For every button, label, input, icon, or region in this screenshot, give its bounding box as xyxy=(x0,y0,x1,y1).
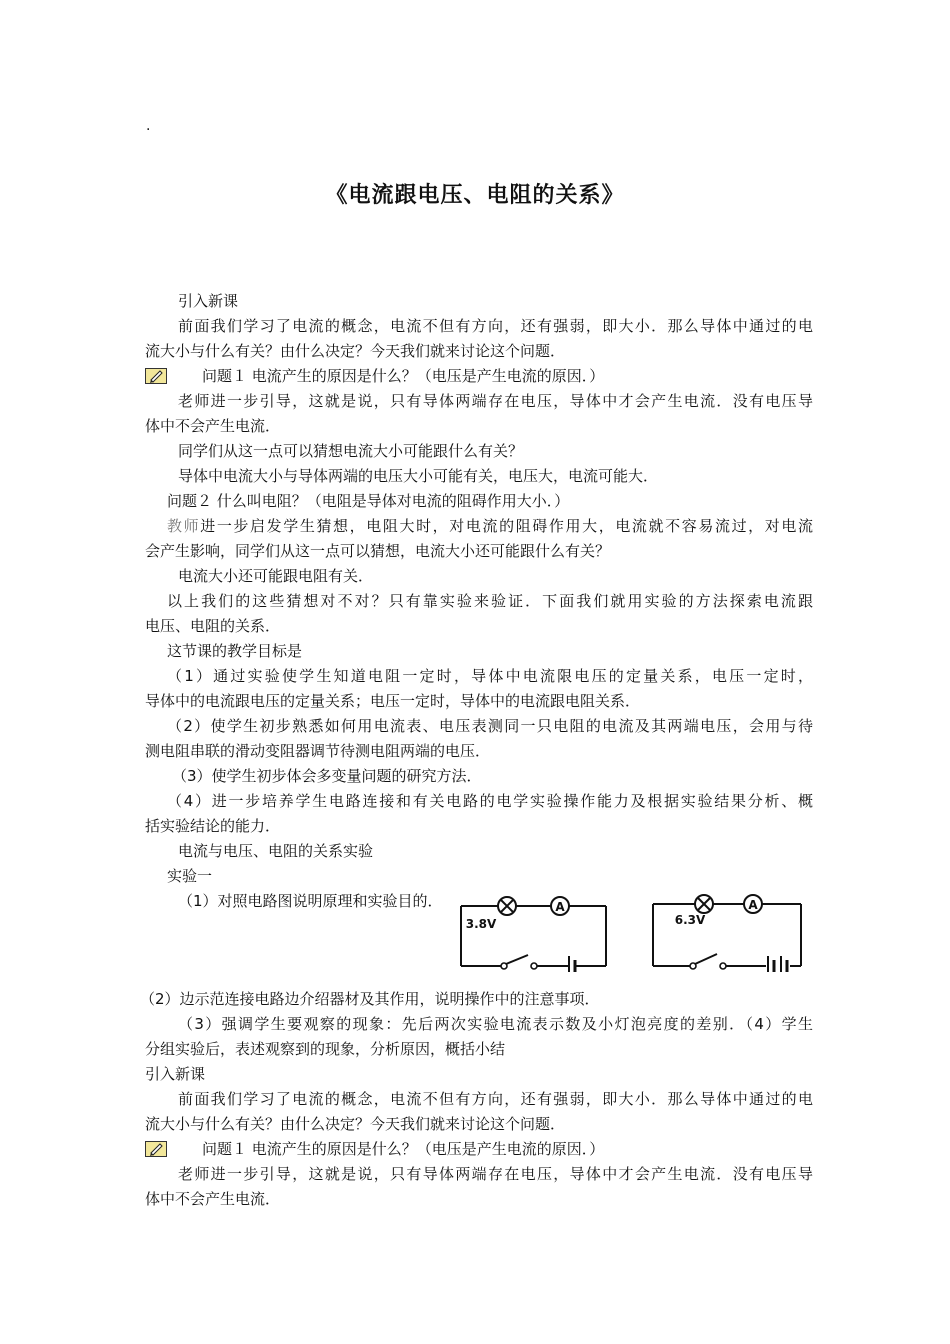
objective-line: 导体中的电流跟电压的定量关系；电压一定时，导体中的电流跟电阻关系． xyxy=(145,692,641,710)
paragraph-line: 体中不会产生电流． xyxy=(145,1190,281,1208)
paragraph-line: 流大小与什么有关？由什么决定？今天我们就来讨论这个问题． xyxy=(145,342,566,360)
paragraph-line: 流大小与什么有关？由什么决定？今天我们就来讨论这个问题． xyxy=(145,1115,566,1133)
question-line: 问题１ 电流产生的原因是什么？（电压是产生电流的原因．） xyxy=(202,1140,605,1158)
paragraph-line: 前面我们学习了电流的概念，电流不但有方向，还有强弱，即大小．那么导体中通过的电 xyxy=(178,1090,813,1108)
paragraph-line: 体中不会产生电流． xyxy=(145,417,281,435)
step-line: （2）边示范连接电路边介绍器材及其作用，说明操作中的注意事项． xyxy=(140,990,600,1008)
paragraph-line: 这节课的教学目标是 xyxy=(167,642,303,660)
section-heading: 电流与电压、电阻的关系实验 xyxy=(178,842,374,860)
paragraph-text: 进一步启发学生猜想，电阻大时，对电流的阻碍作用大，电流就不容易流过，对电流 xyxy=(200,517,813,535)
battery-icon xyxy=(768,956,787,972)
ammeter-label: A xyxy=(748,898,758,912)
paragraph-line: 导体中电流大小与导体两端的电压大小可能有关，电压大，电流可能大． xyxy=(178,467,659,485)
paragraph-line: 同学们从这一点可以猜想电流大小可能跟什么有关？ xyxy=(178,442,524,460)
ammeter-icon xyxy=(744,895,762,913)
objective-line: （3）使学生初步体会多变量问题的研究方法． xyxy=(172,767,482,785)
lamp-icon xyxy=(695,895,713,913)
paragraph-line: 电流大小还可能跟电阻有关． xyxy=(178,567,374,585)
ammeter-icon xyxy=(551,897,569,915)
step-line: （3）强调学生要观察的现象：先后两次实验电流表示数及小灯泡亮度的差别．（4）学生 xyxy=(178,1015,813,1033)
page-title: 《电流跟电压、电阻的关系》 xyxy=(325,183,625,208)
step-line: 分组实验后，表述观察到的现象，分析原因，概括小结 xyxy=(145,1040,506,1058)
circuit-diagram-3v8 xyxy=(456,892,616,972)
section-heading: 引入新课 xyxy=(178,292,239,310)
paragraph-line xyxy=(145,514,813,539)
question-line: 问题２ 什么叫电阻？（电阻是导体对电流的阻碍作用大小．） xyxy=(167,492,570,510)
battery-icon xyxy=(569,956,575,972)
circuit-diagram-6v3 xyxy=(648,892,808,972)
paragraph-line: 以上我们的这些猜想对不对？只有靠实验来验证．下面我们就用实验的方法探索电流跟 xyxy=(167,592,813,610)
switch-icon xyxy=(501,955,537,969)
voltage-label: 3.8V xyxy=(465,917,497,931)
objective-line: （4）进一步培养学生电路连接和有关电路的电学实验操作能力及根据实验结果分析、概 xyxy=(167,792,813,810)
teacher-word: 教师 xyxy=(167,517,201,535)
paragraph-line: 会产生影响，同学们从这一点可以猜想，电流大小还可能跟什么有关？ xyxy=(145,542,611,560)
section-heading: 引入新课 xyxy=(145,1065,206,1083)
question-line: 问题１ 电流产生的原因是什么？（电压是产生电流的原因．） xyxy=(202,367,605,385)
objective-line: 括实验结论的能力． xyxy=(145,817,281,835)
paragraph-line: 老师进一步引导，这就是说，只有导体两端存在电压，导体中才会产生电流．没有电压导 xyxy=(178,1165,813,1183)
step-line: （1）对照电路图说明原理和实验目的． xyxy=(178,892,443,910)
voltage-label: 6.3V xyxy=(674,913,706,927)
section-heading: 实验一 xyxy=(167,867,213,885)
paragraph-line: 老师进一步引导，这就是说，只有导体两端存在电压，导体中才会产生电流．没有电压导 xyxy=(178,392,813,410)
lamp-icon xyxy=(498,897,516,915)
paragraph-line: 前面我们学习了电流的概念，电流不但有方向，还有强弱，即大小．那么导体中通过的电 xyxy=(178,317,813,335)
header-dot: . xyxy=(146,118,151,134)
objective-line: 测电阻串联的滑动变阻器调节待测电阻两端的电压． xyxy=(145,742,491,760)
objective-line: （2）使学生初步熟悉如何用电流表、电压表测同一只电阻的电流及其两端电压，会用与待 xyxy=(167,717,813,735)
switch-icon xyxy=(690,954,726,969)
objective-line: （1）通过实验使学生知道电阻一定时，导体中电流限电压的定量关系，电压一定时， xyxy=(167,667,813,685)
paragraph-line: 电压、电阻的关系． xyxy=(145,617,281,635)
ammeter-label: A xyxy=(555,900,565,914)
